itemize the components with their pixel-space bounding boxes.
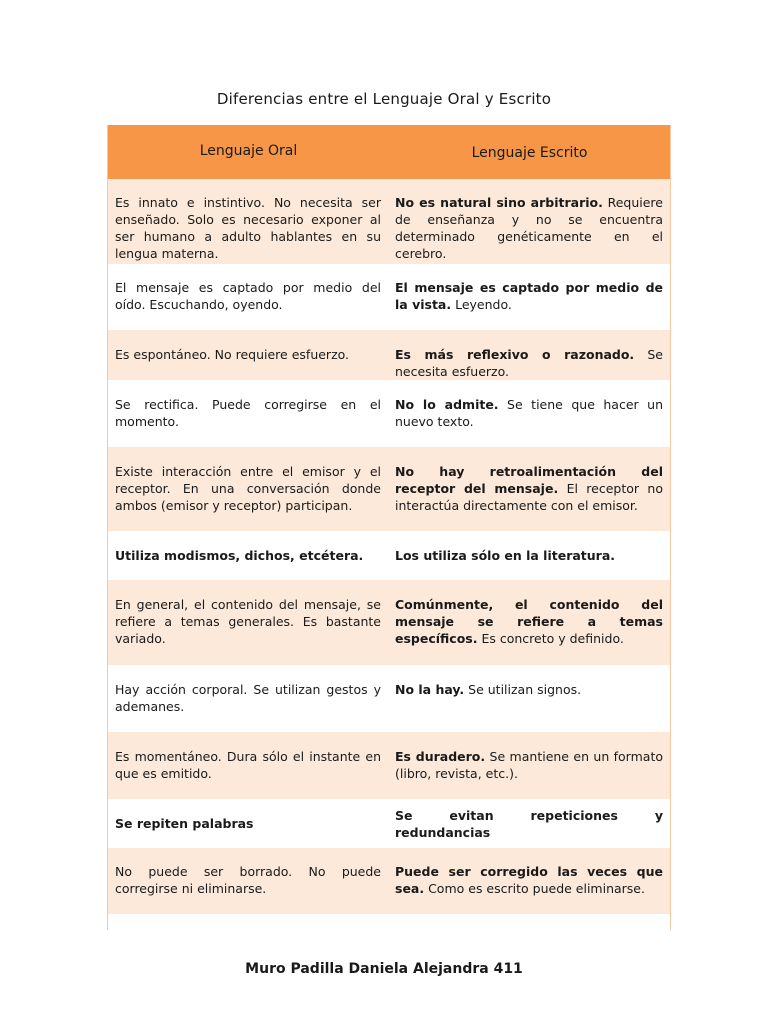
cell-oral-text: Es innato e instintivo. No necesita ser enseñado. Solo es necesario exponer al ser humano a adulto hablantes en su lengua materna.: [115, 195, 381, 261]
cell-oral-text: El mensaje es captado por medio del oído. Escuchando, oyendo.: [115, 280, 381, 312]
cell-escrito-bold: No lo admite.: [395, 397, 499, 412]
cell-oral: [108, 580, 389, 665]
cell-escrito-bold: Los utiliza sólo en la literatura.: [395, 548, 616, 563]
cell-oral: [108, 179, 389, 264]
author-footer: Muro Padilla Daniela Alejandra 411: [245, 961, 523, 977]
cell-escrito-bold: Es más reflexivo o razonado.: [395, 347, 635, 362]
cell-escrito: [389, 732, 670, 799]
cell-escrito-bold: No hay retroalimentación del receptor del mensaje.: [395, 464, 663, 496]
cell-escrito-bold: No es natural sino arbitrario.: [395, 195, 603, 210]
cell-oral: [108, 447, 389, 531]
cell-escrito-text: Se necesita esfuerzo.: [395, 347, 663, 379]
cell-escrito: [389, 665, 670, 732]
cell-oral-text: En general, el contenido del mensaje, se refiere a temas generales. Es bastante variado.: [115, 597, 381, 646]
cell-oral: [108, 848, 389, 914]
cell-oral-bold: Utiliza modismos, dichos, etcétera.: [115, 548, 364, 563]
table-tail: [108, 914, 670, 930]
cell-escrito: [389, 264, 670, 330]
cell-escrito-text: Es concreto y definido.: [477, 631, 624, 646]
cell-oral-text: Hay acción corporal. Se utilizan gestos y ademanes.: [115, 682, 381, 714]
header-oral: Lenguaje Oral: [199, 143, 298, 159]
cell-escrito: [389, 531, 670, 580]
table-row: [108, 799, 670, 848]
cell-oral: [108, 264, 389, 330]
cell-escrito-bold: Es duradero.: [395, 749, 486, 764]
cell-escrito: [389, 330, 670, 380]
cell-escrito-bold: El mensaje es captado por medio de la vista.: [395, 280, 663, 312]
table-header: [108, 125, 670, 179]
table-row: [108, 330, 670, 380]
cell-oral: [108, 732, 389, 799]
table-row: [108, 580, 670, 665]
cell-escrito-text: Leyendo.: [451, 297, 512, 312]
cell-escrito: [389, 380, 670, 447]
cell-escrito: [389, 580, 670, 665]
cell-oral: [108, 665, 389, 732]
table-row: [108, 732, 670, 799]
cell-escrito: [389, 799, 670, 848]
cell-escrito-bold: Comúnmente, el contenido del mensaje se refiere a temas específicos.: [395, 597, 663, 646]
cell-oral: [108, 799, 389, 848]
cell-oral-text: Es momentáneo. Dura sólo el instante en que es emitido.: [115, 749, 381, 781]
cell-oral-text: Existe interacción entre el emisor y el receptor. En una conversación donde ambos (emisor y receptor) participan.: [115, 464, 381, 513]
cell-escrito-text: Como es escrito puede eliminarse.: [424, 881, 645, 896]
cell-oral: [108, 531, 389, 580]
cell-oral-text: No puede ser borrado. No puede corregirse ni eliminarse.: [115, 864, 381, 896]
cell-oral: [108, 380, 389, 447]
table-body: [108, 179, 670, 930]
cell-oral: [108, 330, 389, 380]
cell-oral-bold: Se repiten palabras: [115, 816, 254, 831]
table-row: [108, 179, 670, 264]
cell-escrito: [389, 179, 670, 264]
cell-oral-text: Es espontáneo. No requiere esfuerzo.: [115, 347, 350, 362]
table-row: [108, 380, 670, 447]
cell-escrito-text: Se utilizan signos.: [464, 682, 582, 697]
cell-escrito-text: El receptor no interactúa directamente con el emisor.: [395, 481, 663, 513]
table-row: [108, 848, 670, 914]
cell-escrito-text: Requiere de enseñanza y no se encuentra determinado genéticamente en el cerebro.: [395, 195, 663, 261]
cell-escrito-text: Se mantiene en un formato (libro, revista, etc.).: [395, 749, 663, 781]
cell-escrito-bold: Se evitan repeticiones y redundancias: [395, 808, 663, 840]
cell-oral-text: Se rectifica. Puede corregirse en el momento.: [115, 397, 381, 429]
table-row: [108, 531, 670, 580]
table-row: [108, 264, 670, 330]
comparison-table: [107, 125, 671, 930]
cell-escrito-text: Se tiene que hacer un nuevo texto.: [395, 397, 663, 429]
header-escrito: Lenguaje Escrito: [471, 145, 588, 161]
cell-escrito: [389, 447, 670, 531]
cell-escrito-bold: Puede ser corregido las veces que sea.: [395, 864, 663, 896]
cell-escrito: [389, 848, 670, 914]
table-row: [108, 447, 670, 531]
document-title: Diferencias entre el Lenguaje Oral y Escrito: [216, 90, 552, 108]
table-row: [108, 665, 670, 732]
cell-escrito-bold: No la hay.: [395, 682, 465, 697]
